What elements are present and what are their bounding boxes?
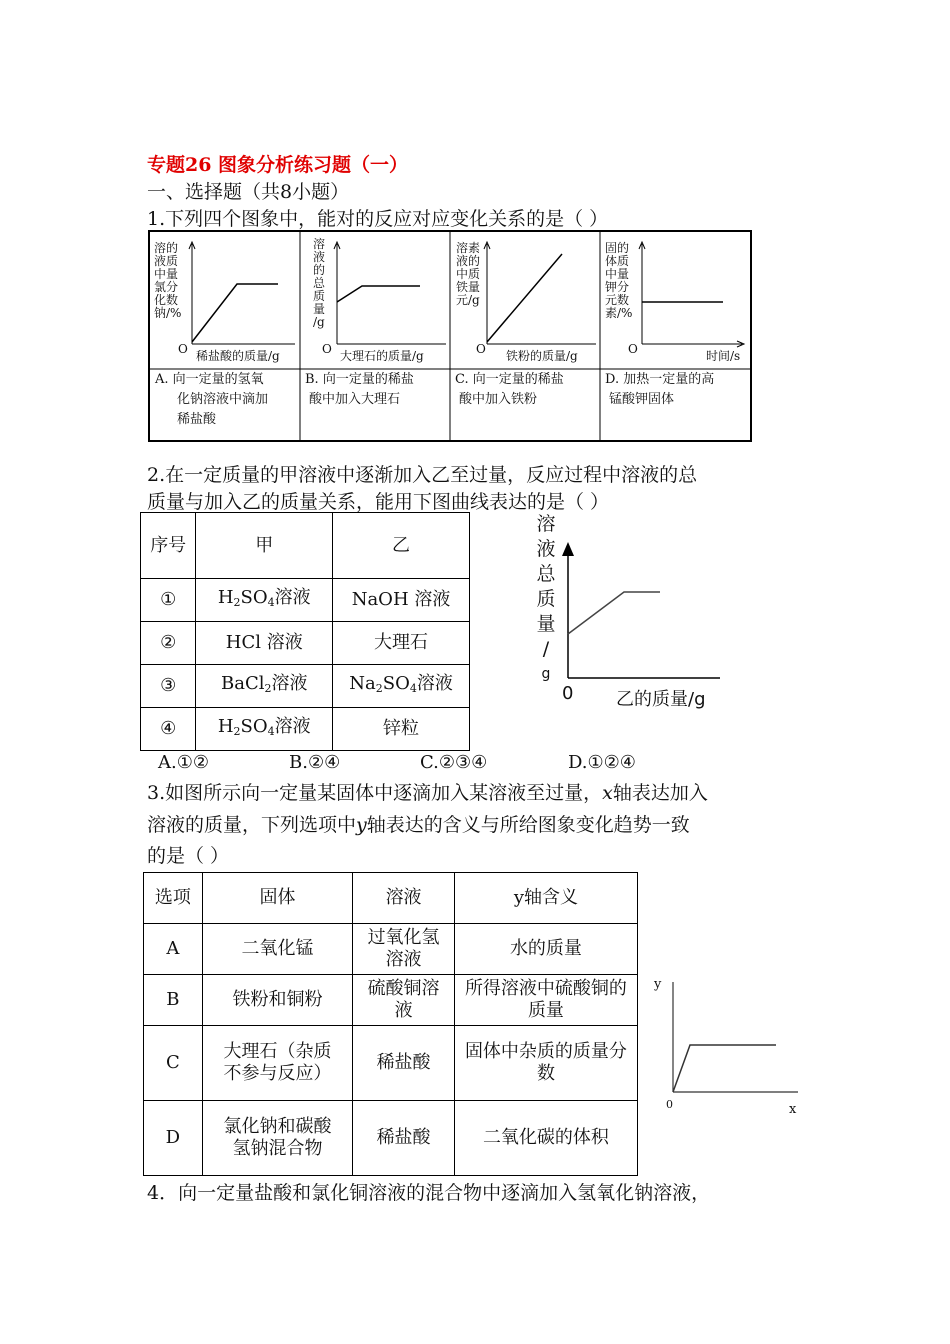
q4-stem: 4．向一定量盐酸和氯化铜溶液的混合物中逐滴加入氢氧化钠溶液， (147, 1182, 711, 1204)
table-row: ③ BaCl$_2$溶液 $Na_2SO_4$溶液 (141, 665, 470, 708)
table-row: B 铁粉和铜粉 硫酸铜溶液 所得溶液中硫酸铜的质量 (144, 975, 638, 1026)
q3-stem-line2: 溶液的质量，下列选项中y轴表达的含义与所给图象变化趋势一致 (147, 814, 690, 836)
graph-d-axes (639, 242, 744, 347)
graph-a-axes (189, 242, 295, 344)
graph-a-origin: O (178, 342, 188, 356)
graph-d-caption: D. 加热一定量的高 锰酸钾固体 (605, 372, 715, 407)
graph-b-xlabel: 大理石的质量/g (340, 349, 424, 363)
q2-curve (568, 592, 660, 634)
graph-c-origin: O (476, 342, 486, 356)
graph-d-origin: O (628, 342, 638, 356)
q2-header-b: 乙 (333, 513, 470, 579)
q2-table (140, 512, 470, 751)
graph-c-caption: C. 向一定量的稀盐 酸中加入铁粉 (455, 372, 564, 407)
graph-c-curve (487, 254, 562, 342)
q3-stem-line3: 的是（ ） (147, 845, 230, 867)
q3-header-solution: 溶液 (353, 873, 455, 924)
table-row: D 氯化钠和碳酸氢钠混合物 稀盐酸 二氧化碳的体积 (144, 1101, 638, 1176)
q2-option-c[interactable]: C.②③④ (420, 752, 488, 773)
q1-stem: 1.下列四个图象中，能对的反应对应变化关系的是（ ） (147, 208, 609, 230)
q2-graph-xlabel: 乙的质量/g (616, 689, 706, 710)
graph-c-xlabel: 铁粉的质量/g (506, 349, 578, 363)
table-row: A 二氧化锰 过氧化氢溶液 水的质量 (144, 924, 638, 975)
q2-option-d[interactable]: D.①②④ (568, 752, 636, 773)
graph-a-xlabel: 稀盐酸的质量/g (196, 349, 280, 363)
graph-d-xlabel: 时间/s (706, 349, 741, 363)
table-row: C 大理石（杂质不参与反应） 稀盐酸 固体中杂质的质量分数 (144, 1026, 638, 1101)
q2-graph (534, 512, 734, 722)
q2-stem-line1: 2.在一定质量的甲溶液中逐渐加入乙至过量，反应过程中溶液的总 (147, 464, 698, 486)
table-row: ① $H_2SO_4$溶液 NaOH 溶液 (141, 579, 470, 622)
graph-c-ylabel: 溶素 液的 中质 铁量 元/g (456, 241, 481, 307)
section-heading: 一、选择题（共8小题） (147, 181, 350, 203)
q3-header-meaning: y轴含义 (454, 873, 637, 924)
q3-graph-xlabel: x (789, 1102, 797, 1117)
graph-b-ylabel: 溶 液 的 总 质 量 /g (313, 237, 326, 329)
q2-header-a: 甲 (196, 513, 333, 579)
q3-graph-origin: 0 (666, 1098, 673, 1111)
q2-graph-ylabel: 溶 液 总 质 量 / g (536, 513, 556, 682)
graph-a-curve (192, 284, 278, 342)
graph-c-axes (484, 242, 596, 344)
graph-a-caption: A. 向一定量的氢氧 化钠溶液中滴加 稀盐酸 (155, 372, 269, 427)
q2-option-a[interactable]: A.①② (158, 752, 209, 773)
q2-graph-origin: 0 (562, 683, 574, 704)
graph-b-origin: O (322, 342, 332, 356)
q2-option-b[interactable]: B.②④ (289, 752, 341, 773)
q1-graph-panel (148, 230, 752, 442)
table-row: ④ $H_2SO_4$溶液 锌粒 (141, 708, 470, 751)
q2-stem-line2: 质量与加入乙的质量关系，能用下图曲线表达的是（ ） (147, 491, 610, 513)
q3-graph-ylabel: y (654, 977, 662, 992)
graph-a-ylabel: 溶的 液质 中量 氯分 化数 钠/% (154, 241, 182, 320)
table-row: ② HCl 溶液 大理石 (141, 622, 470, 665)
graph-d-ylabel: 固的 体质 中量 钾分 元数 素/% (605, 241, 633, 320)
graph-b-curve (337, 286, 420, 302)
q3-header-opt: 选项 (144, 873, 203, 924)
q3-header-solid: 固体 (202, 873, 352, 924)
q3-table (143, 872, 638, 1176)
page-title: 专题26 图象分析练习题（一） (147, 154, 409, 176)
graph-b-caption: B. 向一定量的稀盐 酸中加入大理石 (305, 372, 414, 407)
q3-curve (673, 1045, 776, 1092)
q3-stem-line1: 3.如图所示向一定量某固体中逐滴加入某溶液至过量，x轴表达加入 (147, 782, 708, 804)
q3-graph (648, 975, 808, 1120)
q2-header-no: 序号 (141, 513, 196, 579)
